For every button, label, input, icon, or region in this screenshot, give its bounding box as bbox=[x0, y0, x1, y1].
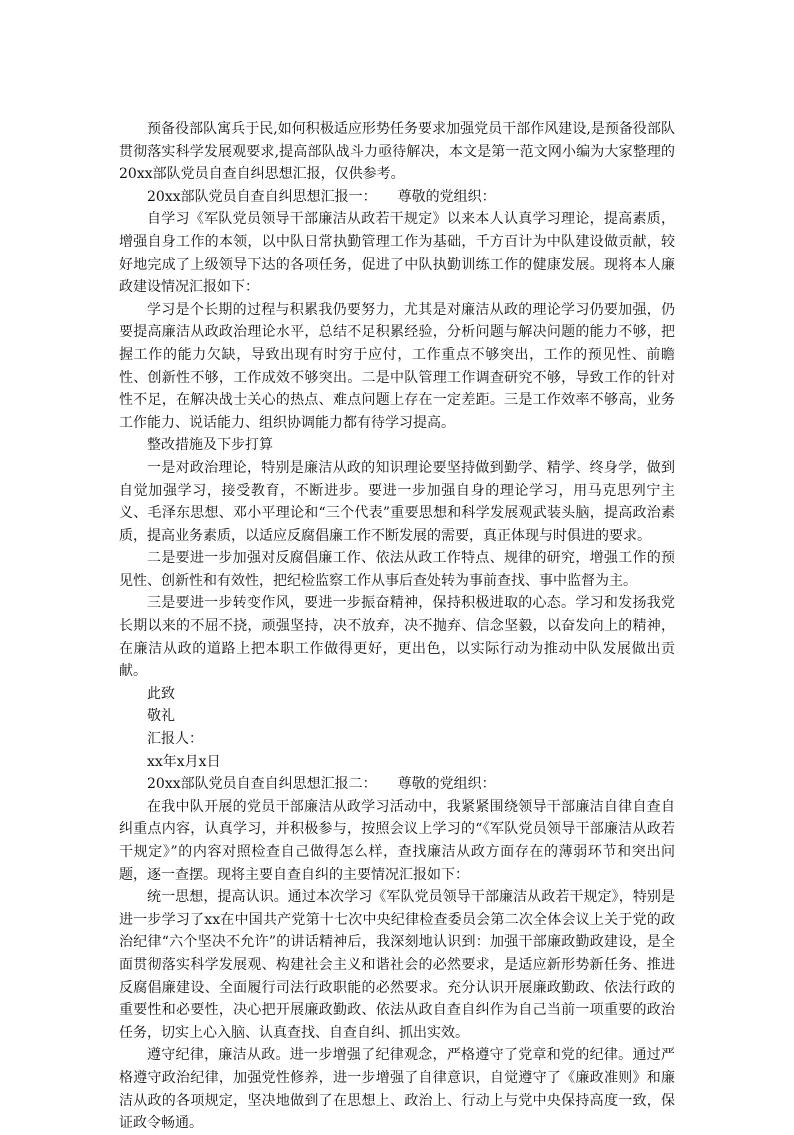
report-two-opening: 在我中队开展的党员干部廉洁从政学习活动中，我紧紧围绕领导干部廉洁自律自查自纠重点内容，认真学习，并积极参与，按照会议上学习的“《军队党员领导干部廉洁从政若干规定》”的内容对照检查自己做得怎么样，查找廉洁从政方面存在的薄弱环节和突出问题，逐一查摆。现将主要自查自纠的主要情况汇报如下： bbox=[119, 798, 675, 883]
report-two-point-two: 遵守纪律，廉洁从政。进一步增强了纪律观念，严格遵守了党章和党的纪律。通过严格遵守政治纪律，加强党性修养，进一步增强了自律意识，自觉遵守了《廉政准则》和廉洁从政的各项规定，坚决地做到了在思想上、政治上、行动上与党中央保持高度一致，保证政令畅通。 bbox=[119, 1047, 675, 1132]
report-one-opening: 自学习《军队党员领导干部廉洁从政若干规定》以来本人认真学习理论，提高素质，增强自身工作的本领，以中队日常执勤管理工作为基础，千方百计为中队建设做贡献，较好地完成了上级领导下达的各项任务，促进了中队执勤训练工作的健康发展。现将本人廉政建设情况汇报如下： bbox=[119, 211, 675, 296]
measure-one: 一是对政治理论，特别是廉洁从政的知识理论要坚持做到勤学、精学、终身学，做到自觉加强学习，接受教育，不断进步。要进一步加强自身的理论学习，用马克思列宁主义、毛泽东思想、邓小平理论和“三个代表”重要思想和科学发展观武装头脑，提高政治素质，提高业务素质，以适应反腐倡廉工作不断发展的需要，真正体现与时俱进的要求。 bbox=[119, 459, 675, 544]
intro-paragraph: 预备役部队寓兵于民,如何积极适应形势任务要求加强党员干部作风建设,是预备役部队贯彻落实科学发展观要求,提高部队战斗力亟待解决，本文是第一范文网小编为大家整理的20xx部队党员自查自纠思想汇报，仅供参考。 bbox=[119, 121, 675, 183]
report-two-heading: 20xx部队党员自查自纠思想汇报二： 尊敬的党组织： bbox=[147, 776, 496, 793]
report-date: xx年x月x日 bbox=[147, 753, 221, 770]
measure-two: 二是要进一步加强对反腐倡廉工作、依法从政工作特点、规律的研究，增强工作的预见性、创新性和有效性，把纪检监察工作从事后查处转为事前查找、事中监督为主。 bbox=[119, 550, 675, 589]
closing-cizhi: 此致 bbox=[147, 685, 175, 702]
report-two-point-one: 统一思想，提高认识。通过本次学习《军队党员领导干部廉洁从政若干规定》，特别是进一步学习了xx在中国共产党第十七次中央纪律检查委员会第二次全体会议上关于党的政治纪律“六个坚决不允许”的讲话精神后，我深刻地认识到：加强干部廉政勤政建设，是全面贯彻落实科学发展观、构建社会主义和谐社会的必然要求，是适应新形势新任务、推进反腐倡廉建设、全面履行司法行政职能的必然要求。充分认识开展廉政勤政、依法行政的重要性和必要性，决心把开展廉政勤政、依法从政自查自纠作为自己当前一项重要的政治任务，切实上心入脑、认真查找、自查自纠、抓出实效。 bbox=[119, 889, 675, 1041]
measure-three: 三是要进一步转变作风，要进一步振奋精神，保持积极进取的心态。学习和发扬我党长期以来的不屈不挠，顽强坚持，决不放弃，决不抛弃、信念坚毅，以奋发向上的精神，在廉洁从政的道路上把本职工作做得更好，更出色，以实际行动为推动中队发展做出贡献。 bbox=[119, 595, 675, 680]
closing-jingli: 敬礼 bbox=[147, 708, 175, 725]
report-one-heading: 20xx部队党员自查自纠思想汇报一： 尊敬的党组织： bbox=[147, 188, 496, 205]
section-heading-measures: 整改措施及下步打算 bbox=[147, 437, 273, 454]
report-one-problems: 学习是个长期的过程与积累我仍要努力，尤其是对廉洁从政的理论学习仍要加强，仍要提高廉洁从政政治理论水平，总结不足积累经验，分析问题与解决问题的能力不够，把握工作的能力欠缺，导致出现有时穷于应付，工作重点不够突出，工作的预见性、前瞻性、创新性不够，工作成效不够突出。二是中队管理工作调查研究不够，导致工作的针对性不足，在解决战士关心的热点、难点问题上存在一定差距。三是工作效率不够高，业务工作能力、说话能力、组织协调能力都有待学习提高。 bbox=[119, 301, 675, 431]
document-body bbox=[119, 118, 675, 1135]
reporter-label: 汇报人： bbox=[147, 731, 203, 748]
